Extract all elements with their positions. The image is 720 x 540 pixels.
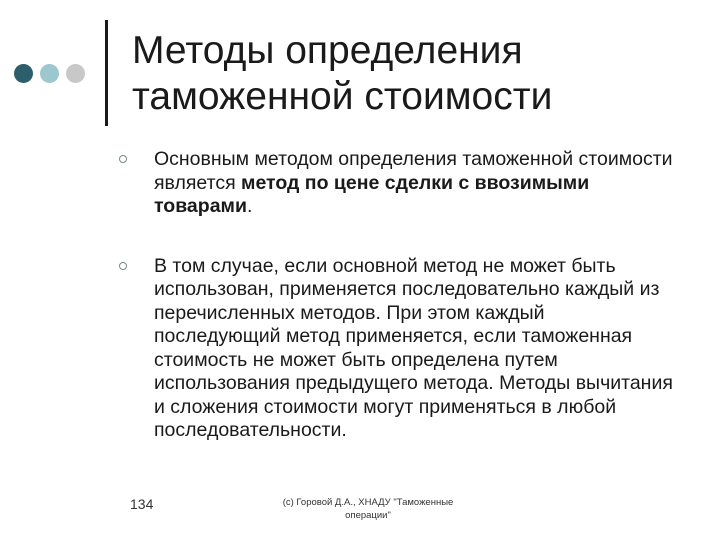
title-divider <box>105 20 108 126</box>
bullet-item <box>116 148 676 219</box>
title-line-2: таможенной стоимости <box>132 75 553 118</box>
bullet-item <box>116 255 676 443</box>
slide-content <box>116 148 676 443</box>
bullet-text: В том случае, если основной метод не может быть использован, применяется последовательно каждый из перечисленных методов. При этом каждый последующий метод применяется, если таможенная стоимость не может быть определена путем использования предыдущего метода. Методы вычитания и сложения стоимости могут применяться в любой последовательности. <box>154 254 673 441</box>
page-number: 134 <box>130 496 154 512</box>
bullet-bold-text: метод по цене сделки с ввозимыми товарами <box>154 171 590 217</box>
slide-title <box>132 28 702 120</box>
footer-line-2: операции" <box>345 510 391 521</box>
bullet-text: Основным методом определения таможенной стоимости является <box>154 148 673 194</box>
title-line-1: Методы определения <box>132 29 523 72</box>
bullet-text-end: . <box>246 195 253 217</box>
footer-line-1: (с) Горовой Д.А., ХНАДУ "Таможенные <box>282 497 454 508</box>
dot-icon <box>66 64 85 83</box>
dot-icon <box>14 64 33 83</box>
ring-bullet-icon <box>119 155 127 163</box>
dot-icon <box>40 64 59 83</box>
footer-credit <box>258 496 478 522</box>
ring-bullet-icon <box>119 262 127 270</box>
